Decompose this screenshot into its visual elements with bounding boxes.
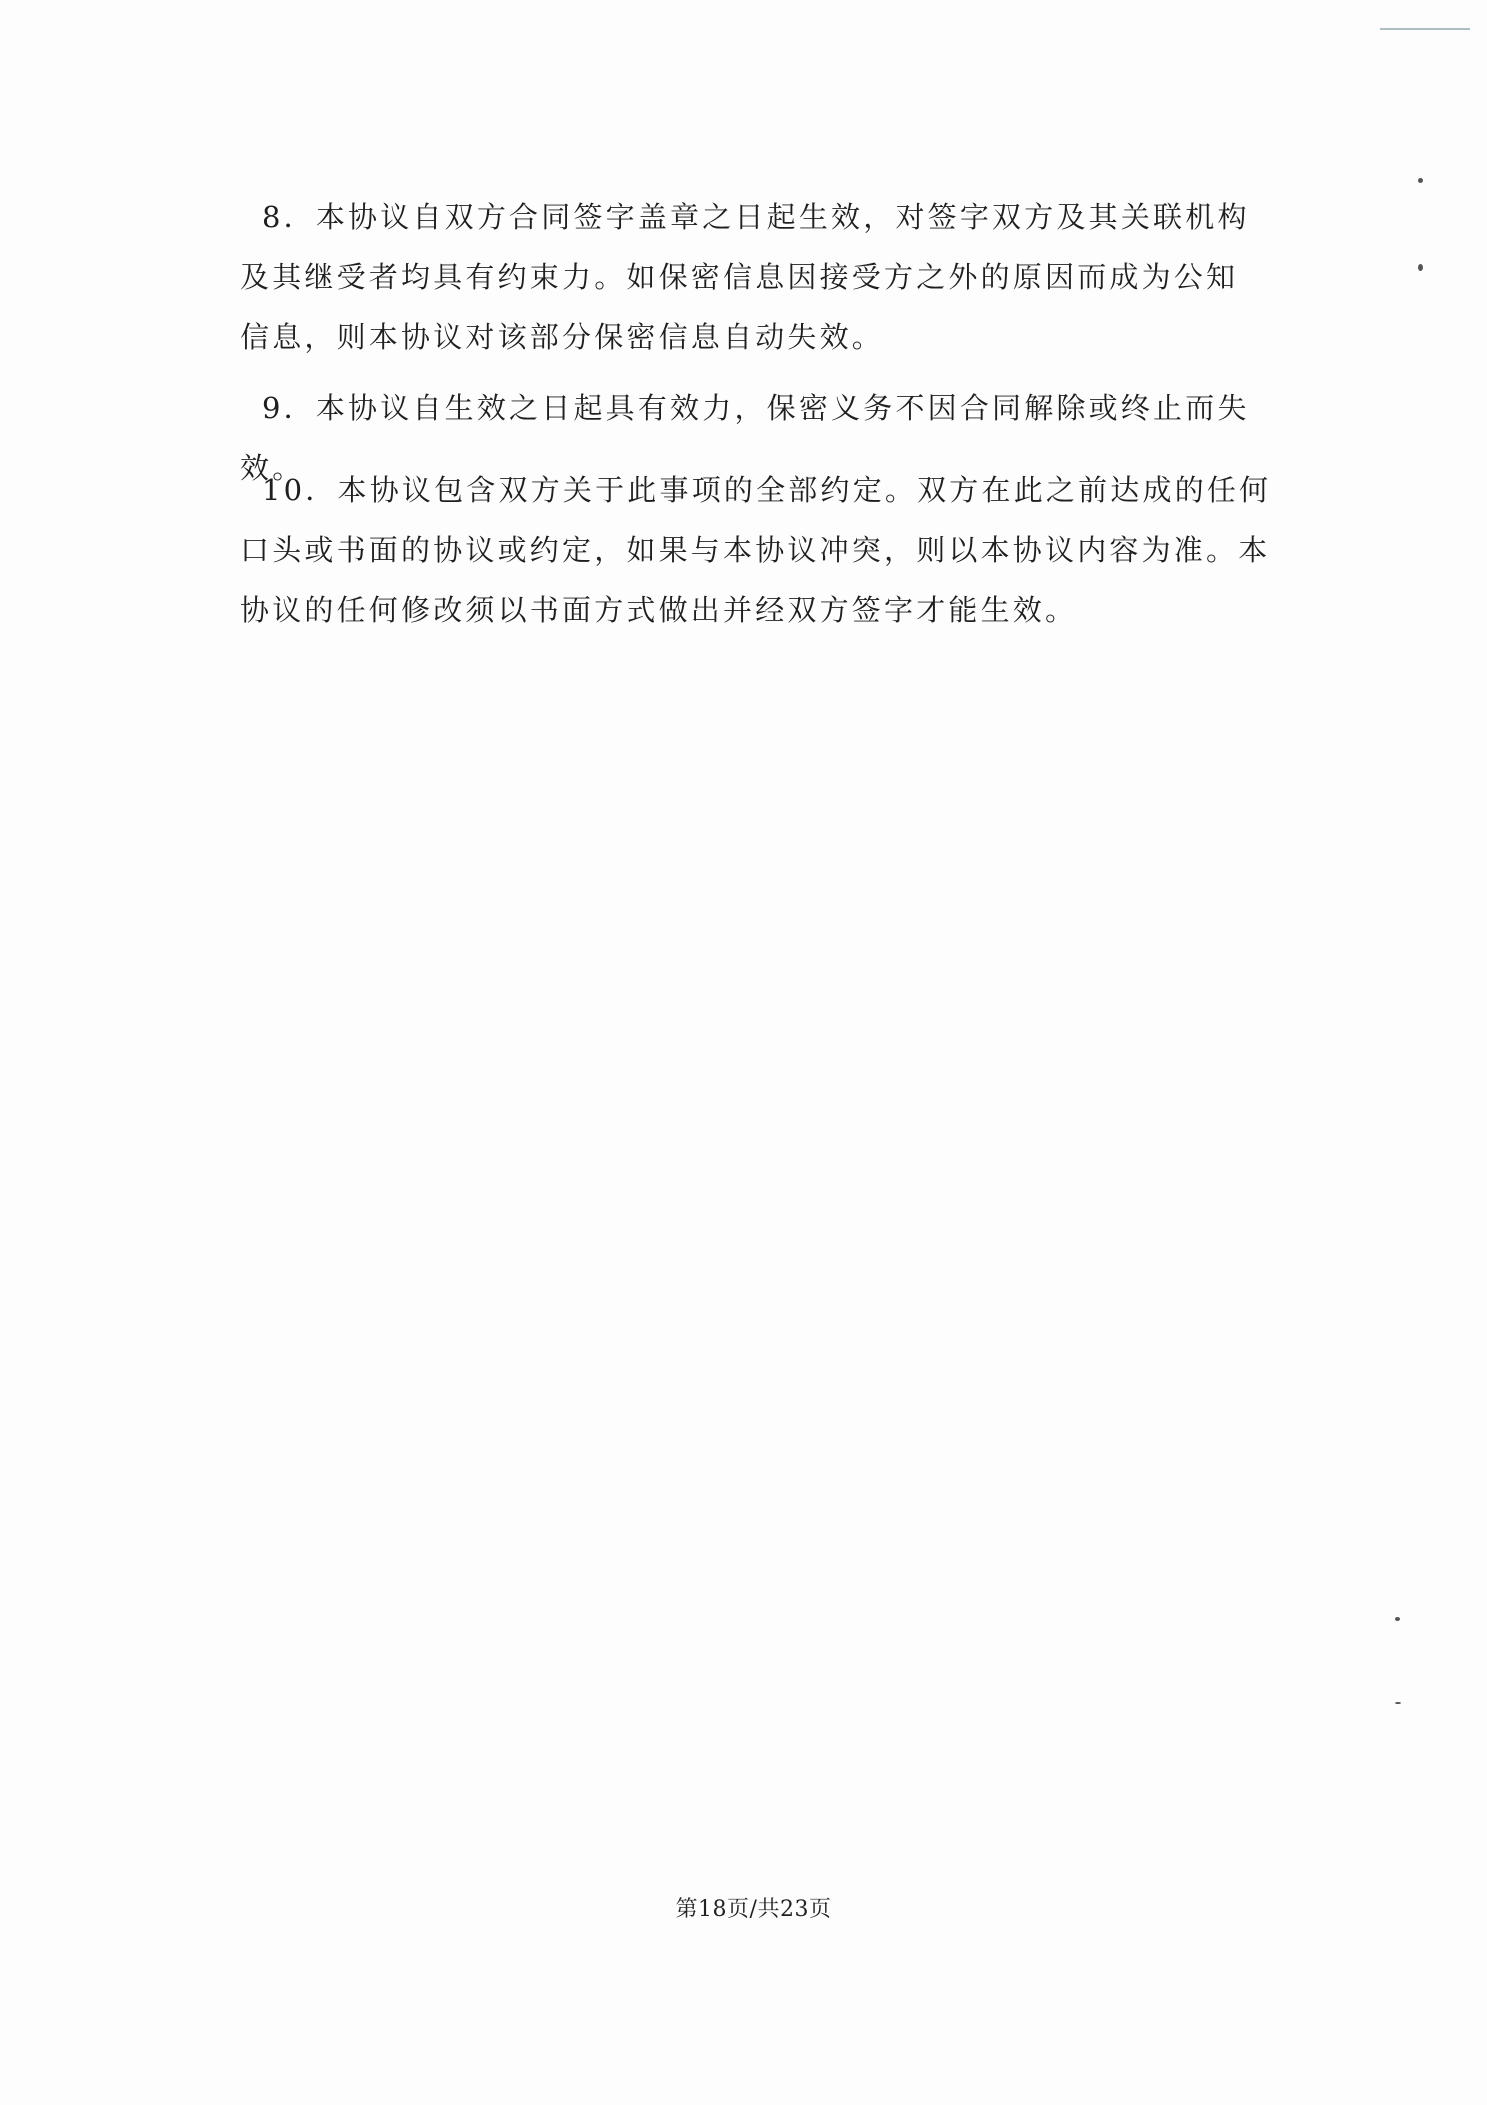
page-number: 第18页/共23页 — [675, 1897, 832, 1922]
scan-artifact-line — [1380, 28, 1470, 30]
clause-10: 10．本协议包含双方关于此事项的全部约定。双方在此之前达成的任何口头或书面的协议或约定，如果与本协议冲突，则以本协议内容为准。本协议的任何修改须以书面方式做出并经双方签字才能生效。 — [240, 473, 1272, 627]
scan-speck — [1395, 1702, 1401, 1704]
page-footer — [0, 1892, 1487, 1923]
clause-8: 8．本协议自双方合同签字盖章之日起生效，对签字双方及其关联机构及其继受者均具有约束力。如保密信息因接受方之外的原因而成为公知信息，则本协议对该部分保密信息自动失效。 — [240, 200, 1250, 354]
scan-speck — [1418, 178, 1423, 183]
scan-speck — [1395, 1617, 1400, 1621]
scan-speck — [1418, 264, 1423, 271]
clause-9: 9．本协议自生效之日起具有效力，保密义务不因合同解除或终止而失效。 — [240, 391, 1250, 485]
